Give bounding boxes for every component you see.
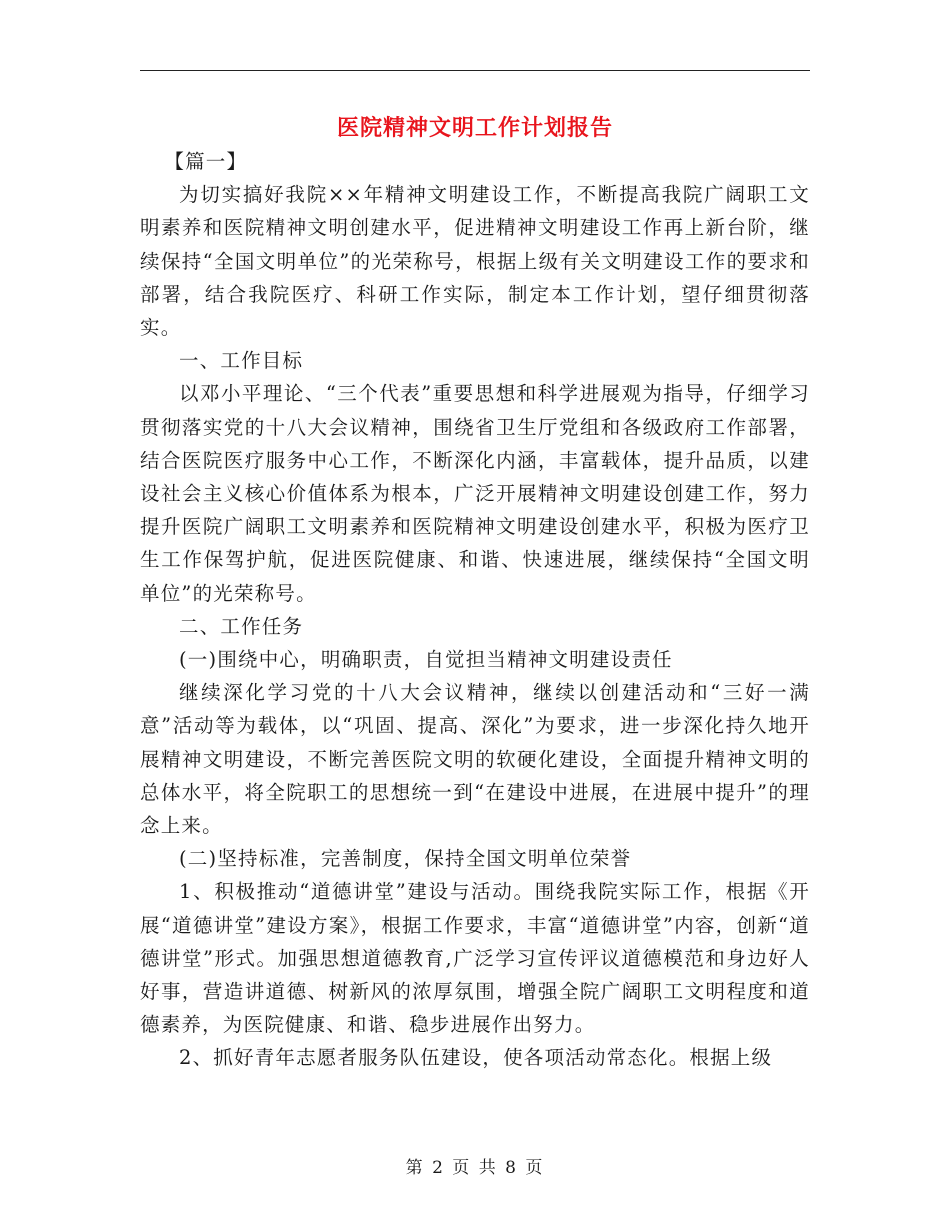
heading-work-goals: 一、工作目标	[179, 349, 304, 373]
paragraph-task-1: 继续深化学习党的十八大会议精神，继续以创建活动和“三好一满意”活动等为载体，以“巩固、提高、深化”为要求，进一步深化持久地开展精神文明建设，不断完善医院文明的软硬化建设，全面提升精神文明的总体水平，将全院职工的思想统一到“在建设中进展，在进展中提升”的理念上来。	[140, 681, 810, 838]
document-body	[140, 145, 810, 1075]
paragraph-intro: 为切实搞好我院××年精神文明建设工作，不断提高我院广阔职工文明素养和医院精神文明创建水平，促进精神文明建设工作再上新台阶，继续保持“全国文明单位”的光荣称号，根据上级有关文明建设工作的要求和部署，结合我院医疗、科研工作实际，制定本工作计划，望仔细贯彻落实。	[140, 183, 810, 340]
document-title: 医院精神文明工作计划报告	[336, 115, 613, 141]
header-rule	[140, 70, 810, 71]
heading-work-tasks: 二、工作任务	[179, 614, 304, 638]
subheading-task-1: (一)围绕中心，明确职责，自觉担当精神文明建设责任	[179, 648, 673, 672]
subheading-task-2: (二)坚持标准，完善制度，保持全国文明单位荣誉	[179, 847, 632, 871]
page-number: 第 2 页 共 8 页	[405, 1158, 545, 1178]
paragraph-item-1: 1、积极推动“道德讲堂”建设与活动。围绕我院实际工作，根据《开展“道德讲堂”建设方案》，根据工作要求，丰富“道德讲堂”内容，创新“道德讲堂”形式。加强思想道德教育,广泛学习宣传评议道德模范和身边好人好事，营造讲道德、树新风的浓厚氛围，增强全院广阔职工文明程度和道德素养，为医院健康、和谐、稳步进展作出努力。	[140, 880, 810, 1037]
paragraph-item-2: 2、抓好青年志愿者服务队伍建设，使各项活动常态化。根据上级	[179, 1046, 773, 1070]
section-tag: 【篇一】	[164, 150, 248, 173]
paragraph-goals: 以邓小平理论、“三个代表”重要思想和科学进展观为指导，仔细学习贯彻落实党的十八大会议精神，围绕省卫生厅党组和各级政府工作部署，结合医院医疗服务中心工作，不断深化内涵，丰富载体，提升品质，以建设社会主义核心价值体系为根本，广泛开展精神文明建设创建工作，努力提升医院广阔职工文明素养和医院精神文明建设创建水平，积极为医疗卫生工作保驾护航，促进医院健康、和谐、快速进展，继续保持“全国文明单位”的光荣称号。	[140, 382, 810, 605]
